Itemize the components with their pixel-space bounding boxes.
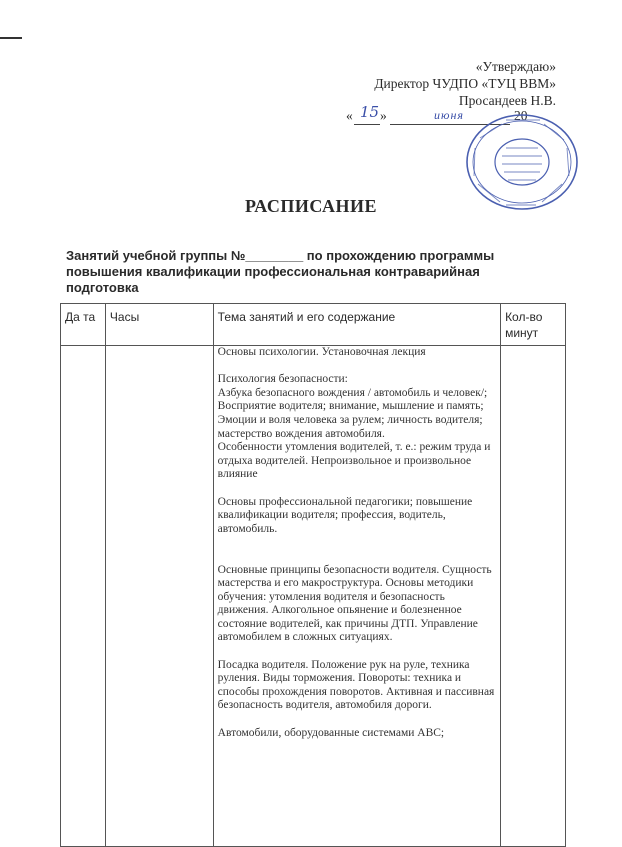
handwritten-day: 15 <box>360 103 380 121</box>
director-position: Директор ЧУДПО «ТУЦ ВВМ» <box>374 76 556 91</box>
margin-dash-mark <box>0 37 22 39</box>
header-minutes: Кол-во минут <box>501 304 566 346</box>
topics-list <box>214 346 500 740</box>
date-quote-open: « <box>346 108 353 123</box>
schedule-table <box>60 303 566 847</box>
topic-item: Автомобили, оборудованные системами АВС; <box>217 726 445 739</box>
topic-item: Основные принципы безопасности водителя. Сущность мастерства и его макроструктура. Основы методики обучения: утомления водителя и безопасность движения. Алкогольное опьянение и болезненное состояние водителей, как причины ДТП. Управление автомобилем в сложных ситуациях. <box>217 563 492 644</box>
topic-item: Основы психологии. Установочная лекция <box>217 346 426 358</box>
cell-hours <box>105 346 213 847</box>
table-row <box>61 346 566 847</box>
approve-word: «Утверждаю» <box>475 59 556 74</box>
handwritten-month: июня <box>434 108 464 122</box>
topic-item: Основы профессиональной педагогики; повышение квалификации водителя; профессия, водитель, автомобиль. <box>217 495 473 535</box>
header-topic: Тема занятий и его содержание <box>213 304 500 346</box>
date-quote-close: » <box>380 108 387 123</box>
cell-topics <box>213 346 500 847</box>
cell-minutes <box>501 346 566 847</box>
header-date: Да та <box>61 304 106 346</box>
approval-block <box>374 58 556 109</box>
document-title: РАСПИСАНИЕ <box>245 196 377 216</box>
header-hours: Часы <box>105 304 213 346</box>
cell-date <box>61 346 106 847</box>
topic-item: Посадка водителя. Положение рук на руле, техника руления. Виды торможения. Повороты: техника и способы прохождения поворотов. Активная и пассивная безопасность водителя, автомобиля дороги. <box>217 658 495 712</box>
document-subtitle: Занятий учебной группы №________ по прохождению программы повышения квалификации профессиональная контраварийная подготовка <box>66 248 495 295</box>
table-header-row <box>61 304 566 346</box>
date-year: 20 <box>514 108 528 123</box>
topic-item: Психология безопасности: Азбука безопасного вождения / автомобиль и человек/; Восприятие водителя; внимание, мышление и память; Эмоции и воля человека за рулем; личность водителя; мастерство вождения автомобиля. Особенности утомления водителей, т. е.: режим труда и отдыха водителей. Непроизвольное и произвольное влияние <box>217 373 491 481</box>
day-underline <box>354 124 380 125</box>
director-name: Просандеев Н.В. <box>458 93 556 108</box>
